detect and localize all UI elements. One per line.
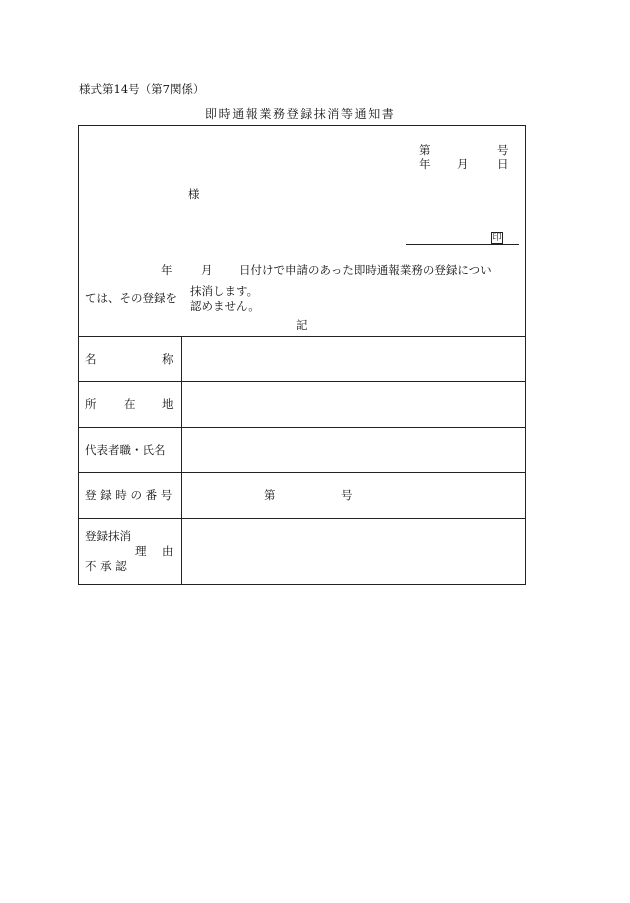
body-option-revoke: 抹消します。 bbox=[190, 284, 259, 298]
reason-label-yu: 由 bbox=[162, 544, 174, 558]
reason-label-line-1: 登録抹消 bbox=[85, 529, 131, 543]
document-title: 即時通報業務登録抹消等通知書 bbox=[205, 107, 396, 121]
table-row-rule bbox=[79, 427, 525, 428]
seal-mark: 印 bbox=[492, 233, 502, 243]
registration-number-label: 登 録 時 の 番 号 bbox=[85, 488, 173, 502]
name-label-first: 名 bbox=[85, 352, 97, 366]
registration-number-prefix: 第 bbox=[264, 488, 276, 502]
representative-label: 代表者職・氏名 bbox=[85, 443, 166, 457]
body-year: 年 bbox=[161, 263, 173, 277]
addressee-suffix: 様 bbox=[188, 187, 200, 201]
form-frame bbox=[78, 125, 526, 585]
number-prefix: 第 bbox=[419, 143, 431, 157]
table-top-rule bbox=[79, 336, 525, 337]
table-row-rule bbox=[79, 381, 525, 382]
name-label-second: 称 bbox=[162, 352, 174, 366]
body-option-deny: 認めません。 bbox=[190, 299, 260, 313]
reason-label-ri: 理 bbox=[135, 544, 147, 558]
ki-heading: 記 bbox=[296, 318, 308, 332]
registration-number-suffix: 号 bbox=[341, 488, 353, 502]
reason-label-line-3: 不 承 認 bbox=[85, 559, 127, 573]
body-line-2: ては、その登録を bbox=[85, 291, 177, 305]
date-year: 年 bbox=[419, 157, 431, 171]
table-column-rule bbox=[181, 336, 182, 585]
signature-line bbox=[406, 244, 519, 245]
location-label-third: 地 bbox=[162, 397, 174, 411]
table-row-rule bbox=[79, 518, 525, 519]
date-day: 日 bbox=[497, 157, 509, 171]
location-label-first: 所 bbox=[85, 397, 97, 411]
location-label-second: 在 bbox=[124, 397, 136, 411]
form-number: 様式第14号（第7関係） bbox=[79, 82, 205, 96]
table-row-rule bbox=[79, 472, 525, 473]
number-suffix: 号 bbox=[497, 143, 509, 157]
body-line-1: 日付けで申請のあった即時通報業務の登録につい bbox=[239, 263, 492, 277]
date-month: 月 bbox=[457, 157, 469, 171]
body-month: 月 bbox=[201, 263, 213, 277]
